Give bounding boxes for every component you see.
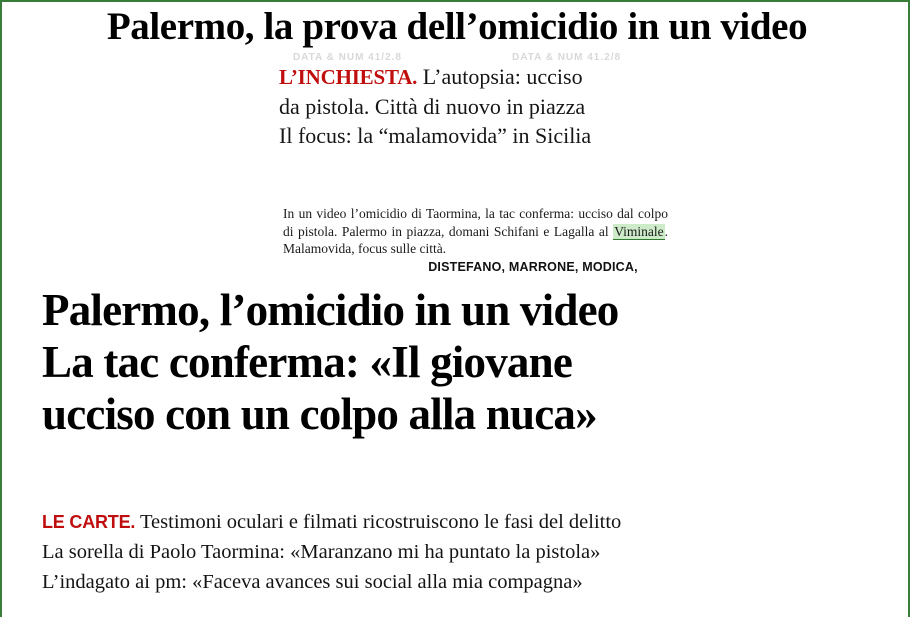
main-headline bbox=[42, 284, 902, 440]
highlighted-term[interactable]: Viminale bbox=[614, 223, 664, 239]
inchiesta-line-2: da pistola. Città di nuovo in piazza bbox=[279, 94, 586, 119]
inchiesta-label: L’INCHIESTA. bbox=[279, 65, 418, 89]
summary-text-after: . Malamovida, focus sulle città. bbox=[283, 223, 668, 256]
metadata-left: DATA & NUM 41/2.8 bbox=[292, 52, 402, 63]
deck-line-1: Testimoni oculari e filmati ricostruiscono le fasi del delitto bbox=[135, 511, 622, 533]
deck-line-3: L’indagato ai pm: «Faceva avances sui social alla mia compagna» bbox=[42, 571, 583, 593]
metadata-right: DATA & NUM 41.2/8 bbox=[512, 52, 622, 63]
inchiesta-line-1: L’autopsia: ucciso bbox=[417, 64, 583, 89]
top-headline: Palermo, la prova dell’omicidio in un video bbox=[106, 5, 808, 48]
deck-label: LE CARTE. bbox=[42, 512, 136, 532]
deck-line-2: La sorella di Paolo Taormina: «Maranzano mi ha puntato la pistola» bbox=[42, 541, 601, 563]
main-headline-line-3: ucciso con un colpo alla nuca» bbox=[42, 389, 597, 439]
deck-block bbox=[42, 507, 892, 597]
inchiesta-line-3: Il focus: la “malamovida” in Sicilia bbox=[279, 123, 592, 148]
main-headline-line-2: La tac conferma: «Il giovane bbox=[42, 337, 572, 387]
byline: DISTEFANO, MARRONE, MODICA, bbox=[428, 260, 638, 274]
summary-text-before: In un video l’omicidio di Taormina, la tac conferma: ucciso dal colpo di pistola. Palermo in piazza, domani Schifani e Lagalla al bbox=[283, 206, 668, 239]
summary-paragraph bbox=[283, 205, 668, 258]
main-headline-line-1: Palermo, l’omicidio in un video bbox=[42, 285, 619, 335]
inchiesta-block bbox=[279, 62, 839, 150]
